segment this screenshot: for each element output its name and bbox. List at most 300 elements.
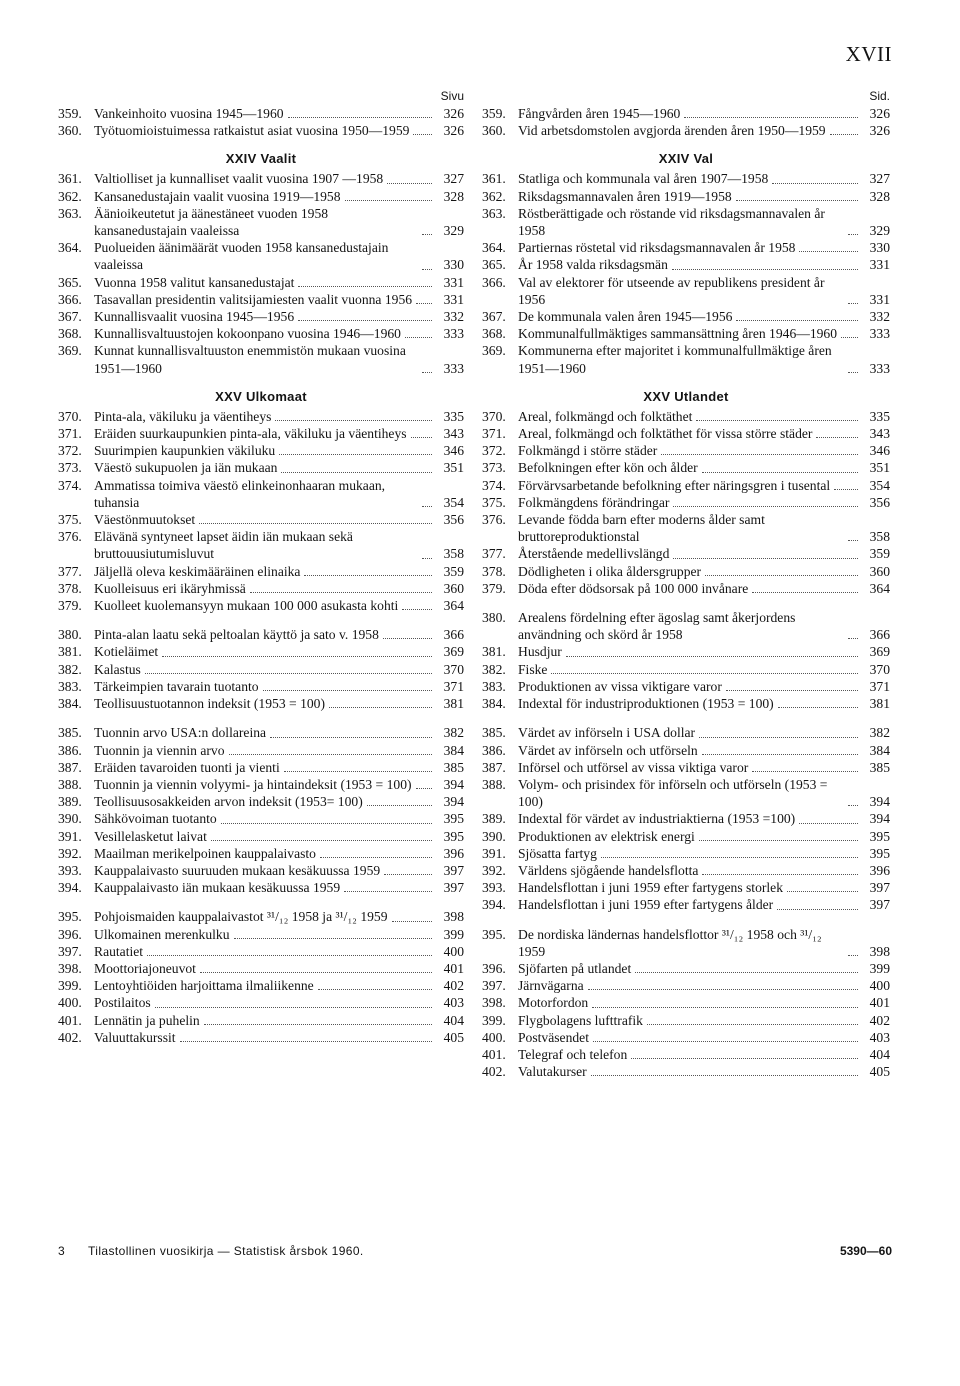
toc-entry[interactable] [482,511,890,545]
toc-entry[interactable] [58,408,464,425]
toc-entry[interactable] [58,695,464,712]
toc-entry[interactable] [482,896,890,913]
entry-title-wrap [94,908,436,925]
toc-entry[interactable] [482,960,890,977]
entry-number: 394. [58,880,82,896]
entry-title: Telegraf och telefon [518,1046,628,1062]
toc-entry[interactable] [482,105,890,122]
dot-leader [402,609,432,610]
toc-entry[interactable] [58,810,464,827]
toc-entry[interactable] [482,828,890,845]
dot-leader [284,771,432,772]
entry-title-wrap [518,494,862,511]
entry-page: 326 [869,123,890,139]
entry-title-wrap [518,810,862,827]
entry-title: Handelsflottan i juni 1959 efter fartygens ålder [518,897,774,913]
entry-title: Indextal för industriproduktionen (1953 = 100) [518,696,774,712]
toc-entry[interactable] [482,845,890,862]
entry-title: Suurimpien kaupunkien väkiluku [94,443,276,459]
toc-entry[interactable] [58,793,464,810]
dot-leader [848,540,858,541]
entry-title: Vuonna 1958 valitut kansanedustajat [94,274,295,290]
toc-entry[interactable] [482,239,890,256]
entry-page: 356 [443,512,464,528]
entry-title-wrap [94,511,436,528]
entry-page: 327 [443,171,464,187]
entry-page: 335 [443,408,464,424]
entry-title: Folkmängdens förändringar [518,494,670,510]
toc-entry[interactable] [482,1046,890,1063]
entry-page: 370 [443,661,464,677]
entry-page: 359 [443,563,464,579]
entry-number: 383. [58,678,82,694]
toc-entry[interactable] [58,597,464,614]
entry-title: Pohjoismaiden kauppalaivastot ³¹/₁₂ 1958 ja ³¹/₁₂ 1959 [94,909,388,925]
entry-page: 366 [869,627,890,643]
entry-title: Ammatissa toimiva väestö elinkeinonhaaran mukaan, tuhansia [94,477,386,510]
entry-page: 398 [443,909,464,925]
entry-title-wrap [518,759,862,776]
entry-page: 395 [443,811,464,827]
entry-page: 400 [443,943,464,959]
dot-leader [229,754,432,755]
toc-entry[interactable] [482,1012,890,1029]
entry-title-wrap [518,511,862,545]
entry-title-wrap [518,239,862,256]
toc-entry[interactable] [58,845,464,862]
toc-entry[interactable] [482,1063,890,1080]
toc-entry[interactable] [482,1029,890,1046]
entry-title: De kommunala valen åren 1945—1956 [518,309,733,325]
toc-entry[interactable] [482,776,890,810]
dot-leader [422,372,432,373]
entry-number: 365. [58,274,82,290]
toc-entry[interactable] [482,274,890,308]
toc-entry[interactable] [482,879,890,896]
entry-title: Postväsendet [518,1029,589,1045]
entry-title-wrap [94,810,436,827]
toc-entry[interactable] [58,291,464,308]
entry-title: Riksdagsmannavalen åren 1919—1958 [518,188,732,204]
entry-title: Valutakurser [518,1064,587,1080]
entry-title-wrap [94,342,436,376]
toc-entry[interactable] [482,926,890,960]
toc-section [58,149,464,376]
toc-entry[interactable] [58,105,464,122]
entry-page: 370 [869,661,890,677]
toc-entry[interactable] [482,580,890,597]
toc-entry[interactable] [482,122,890,139]
entry-page: 402 [869,1012,890,1028]
toc-entry[interactable] [482,494,890,511]
entry-title: Kotieläimet [94,644,159,660]
entry-number: 384. [58,696,82,712]
dot-leader [318,989,432,990]
toc-entry[interactable] [58,643,464,660]
toc-entry[interactable] [58,742,464,759]
entry-title: Teollisuusosakkeiden arvon indeksit (1953= 100) [94,794,363,810]
dot-leader [601,857,858,858]
entry-title: De nordiska ländernas handelsflottor ³¹/₁₂ 1958 och ³¹/₁₂ 1959 [518,926,822,959]
entry-number: 391. [58,828,82,844]
toc-entry[interactable] [58,626,464,643]
entry-title-wrap [518,862,862,879]
toc-entry[interactable] [482,442,890,459]
toc-entry[interactable] [58,274,464,291]
dot-leader [631,1058,858,1059]
toc-entry[interactable] [58,977,464,994]
entry-page: 382 [869,725,890,741]
entry-title-wrap [518,580,862,597]
entry-page: 397 [869,897,890,913]
dot-leader [320,857,432,858]
entry-title: Kalastus [94,661,141,677]
entry-page: 401 [869,995,890,1011]
entry-number: 366. [58,291,82,307]
entry-page: 396 [869,862,890,878]
entry-title-wrap [518,994,862,1011]
toc-entry[interactable] [58,239,464,273]
entry-number: 390. [482,828,506,844]
toc-entry[interactable] [58,325,464,342]
toc-entry[interactable] [58,943,464,960]
entry-page: 332 [869,309,890,325]
entry-page: 369 [443,644,464,660]
entry-number: 398. [58,960,82,976]
toc-entry[interactable] [58,994,464,1011]
entry-title: Befolkningen efter kön och ålder [518,460,698,476]
dot-leader [344,891,432,892]
toc-entry[interactable] [482,977,890,994]
toc-entry[interactable] [482,408,890,425]
dot-leader [635,972,858,973]
toc-entry[interactable] [58,1029,464,1046]
toc-entry[interactable] [58,205,464,239]
entry-title-wrap [518,256,862,273]
entry-title: Återstående medellivslängd [518,546,670,562]
toc-entry[interactable] [482,425,890,442]
toc-entry[interactable] [58,188,464,205]
entry-page: 394 [443,776,464,792]
entry-title: Döda efter dödsorsak på 100 000 invånare [518,580,749,596]
dot-leader [778,707,858,708]
entry-title-wrap [518,563,862,580]
toc-section [482,105,890,139]
entry-title-wrap [518,828,862,845]
entry-title: Statliga och kommunala val åren 1907—1958 [518,171,769,187]
toc-entry[interactable] [58,170,464,187]
toc-entry[interactable] [58,580,464,597]
entry-title: Lentoyhtiöiden harjoittama ilmaliikenne [94,978,314,994]
entry-page: 327 [869,171,890,187]
dot-leader [416,303,432,304]
entry-number: 378. [482,563,506,579]
toc-entry[interactable] [482,256,890,273]
dot-leader [329,707,432,708]
entry-number: 369. [58,343,82,359]
entry-title: Teollisuustuotannon indeksit (1953 = 100) [94,696,325,712]
entry-number: 387. [58,759,82,775]
dot-leader [588,989,858,990]
entry-page: 333 [443,326,464,342]
dot-leader [848,234,858,235]
entry-number: 388. [58,776,82,792]
dot-leader [413,134,432,135]
entry-number: 393. [58,862,82,878]
entry-title-wrap [94,105,436,122]
dot-leader [848,372,858,373]
entry-title-wrap [94,425,436,442]
toc-entry[interactable] [482,661,890,678]
toc-entry[interactable] [58,425,464,442]
entry-page: 381 [869,696,890,712]
entry-page: 354 [443,494,464,510]
entry-title-wrap [518,742,862,759]
entry-title-wrap [94,742,436,759]
dot-leader [593,1041,858,1042]
toc-entry[interactable] [482,862,890,879]
entry-title: Tuonnin ja viennin volyymi- ja hintaindeksit (1953 = 100) [94,776,412,792]
entry-title: Kuolleisuus eri ikäryhmissä [94,580,246,596]
entry-number: 375. [482,494,506,510]
section-title: XXIV Val [658,151,714,167]
entry-number: 396. [58,926,82,942]
toc-entry[interactable] [58,960,464,977]
entry-number: 388. [482,776,506,792]
entry-page: 399 [869,960,890,976]
entry-title-wrap [518,695,862,712]
entry-page: 343 [869,426,890,442]
entry-page: 404 [443,1012,464,1028]
dot-leader [392,921,432,922]
entry-title: Tuonnin arvo USA:n dollareina [94,725,267,741]
toc-entry[interactable] [58,122,464,139]
entry-page: 371 [869,678,890,694]
toc-entry[interactable] [482,724,890,741]
entry-title-wrap [94,862,436,879]
entry-title-wrap [94,580,436,597]
toc-column-finnish [58,88,464,1046]
toc-column-swedish [482,88,890,1080]
entry-title-wrap [518,122,862,139]
entry-title-wrap [518,1012,862,1029]
toc-entry[interactable] [482,810,890,827]
toc-entry[interactable] [58,563,464,580]
toc-section [482,387,890,1081]
entry-title-wrap [518,1029,862,1046]
entry-number: 394. [482,897,506,913]
entry-title: Handelsflottan i juni 1959 efter fartygens storlek [518,880,784,896]
entry-title-wrap [94,122,436,139]
dot-leader [726,690,858,691]
dot-leader [752,592,858,593]
entry-number: 360. [58,123,82,139]
toc-entry[interactable] [58,678,464,695]
toc-entry[interactable] [482,205,890,239]
entry-page: 394 [443,794,464,810]
entry-title: Kommunerna efter majoritet i kommunalfullmäktige åren 1951—1960 [518,343,832,376]
toc-entry[interactable] [482,188,890,205]
entry-number: 375. [58,512,82,528]
entry-title-wrap [94,828,436,845]
entry-title: Elävänä syntyneet lapset äidin iän mukaan sekä bruttouusiutumisluvut [94,529,353,562]
toc-entry[interactable] [482,325,890,342]
toc-entry[interactable] [482,609,890,643]
entry-number: 377. [58,563,82,579]
dot-leader [147,955,432,956]
toc-entry[interactable] [58,477,464,511]
toc-entry[interactable] [482,643,890,660]
dot-leader [155,1007,432,1008]
entry-page: 333 [869,326,890,342]
entry-number: 392. [482,862,506,878]
entry-number: 391. [482,845,506,861]
entry-title: Järnvägarna [518,978,584,994]
toc-entry[interactable] [58,776,464,793]
entry-title: Kauppalaivasto suuruuden mukaan kesäkuussa 1959 [94,862,381,878]
entry-number: 397. [58,943,82,959]
entry-title: Värdet av införseln och utförseln [518,742,698,758]
entry-title-wrap [94,643,436,660]
entry-page: 385 [869,759,890,775]
entry-number: 402. [58,1029,82,1045]
toc-entry[interactable] [58,828,464,845]
entry-title: Vankeinhoito vuosina 1945—1960 [94,106,284,121]
toc-entry[interactable] [482,678,890,695]
entry-title: Motorfordon [518,995,589,1011]
entry-number: 370. [58,408,82,424]
toc-entry[interactable] [482,563,890,580]
entry-page: 359 [869,546,890,562]
entry-title: Kunnat kunnallisvaltuuston enemmistön mukaan vuosina 1951—1960 [94,343,406,376]
dot-leader [234,938,432,939]
entry-number: 359. [482,106,506,121]
dot-leader [834,489,858,490]
entry-title-wrap [518,342,862,376]
entry-title-wrap [518,977,862,994]
entry-title-wrap [518,879,862,896]
entry-title: Tuonnin ja viennin arvo [94,742,225,758]
entry-number: 380. [58,627,82,643]
dot-leader [270,737,432,738]
toc-entry[interactable] [58,342,464,376]
dot-leader [672,269,858,270]
entry-number: 368. [482,326,506,342]
entry-title: Införsel och utförsel av vissa viktiga varor [518,759,749,775]
entry-number: 360. [482,123,506,139]
entry-title-wrap [94,477,436,511]
page-footer [58,1244,892,1262]
entry-page: 395 [869,845,890,861]
toc-entry[interactable] [482,759,890,776]
toc-entry[interactable] [482,545,890,562]
entry-title-wrap [94,661,436,678]
toc-entry[interactable] [58,926,464,943]
entry-page: 384 [869,742,890,758]
entry-title-wrap [94,724,436,741]
toc-entry[interactable] [482,695,890,712]
dot-leader [841,337,858,338]
entry-title: Kunnallisvaalit vuosina 1945—1956 [94,309,295,325]
entry-title-wrap [94,597,436,614]
entry-number: 373. [58,460,82,476]
toc-entry[interactable] [58,528,464,562]
dot-leader [830,134,858,135]
entry-number: 381. [58,644,82,660]
toc-entry[interactable] [58,879,464,896]
dot-leader [250,592,432,593]
dot-leader [661,454,858,455]
toc-entry[interactable] [58,661,464,678]
dot-leader [772,183,858,184]
toc-entry[interactable] [58,308,464,325]
entry-number: 385. [482,725,506,741]
entry-title: Levande födda barn efter moderns ålder samt bruttoreproduktionstal [518,512,765,545]
entry-title-wrap [94,459,436,476]
entry-title-wrap [518,609,862,643]
dot-leader [699,737,858,738]
toc-entry[interactable] [58,511,464,528]
toc-entry[interactable] [58,1012,464,1029]
entry-title-wrap [518,1046,862,1063]
toc-entry[interactable] [482,477,890,494]
entry-page: 402 [443,978,464,994]
entry-title: Jäljellä oleva keskimääräinen elinaika [94,563,301,579]
entry-number: 372. [482,443,506,459]
toc-entry[interactable] [482,459,890,476]
entry-title: Tärkeimpien tavarain tuotanto [94,678,259,694]
toc-entry[interactable] [58,759,464,776]
entry-title-wrap [94,408,436,425]
entry-number: 376. [482,512,506,528]
entry-title: Väestö sukupuolen ja iän mukaan [94,460,278,476]
toc-entry[interactable] [58,908,464,925]
toc-entry[interactable] [482,308,890,325]
entry-number: 366. [482,274,506,290]
toc-entry[interactable] [482,742,890,759]
entry-title-wrap [518,896,862,913]
entry-title: Työtuomioistuimessa ratkaistut asiat vuosina 1950—1959 [94,123,410,139]
entry-title-wrap [94,170,436,187]
toc-entry[interactable] [482,342,890,376]
entry-title: Partiernas röstetal vid riksdagsmannavalen år 1958 [518,240,796,256]
dot-leader [592,1007,858,1008]
entry-page: 351 [443,460,464,476]
entry-number: 370. [482,408,506,424]
entry-page: 330 [443,257,464,273]
entry-number: 393. [482,880,506,896]
toc-entry[interactable] [482,170,890,187]
entry-number: 367. [58,309,82,325]
entry-title: Eräiden tavaroiden tuonti ja vienti [94,759,280,775]
toc-entry[interactable] [58,724,464,741]
toc-entry[interactable] [58,459,464,476]
entry-page: 364 [443,598,464,614]
toc-entry[interactable] [58,442,464,459]
entry-number: 399. [482,1012,506,1028]
entry-title: Produktionen av elektrisk energi [518,828,695,844]
entry-title: Valtiolliset ja kunnalliset vaalit vuosina 1907 —1958 [94,171,384,187]
entry-title: Vid arbetsdomstolen avgjorda ärenden åren 1950—1959 [518,123,826,139]
entry-page: 360 [869,563,890,579]
toc-entry[interactable] [58,862,464,879]
entry-title: Lennätin ja puhelin [94,1012,200,1028]
dot-leader [702,472,858,473]
entry-page: 384 [443,742,464,758]
dot-leader [180,1041,432,1042]
entry-page: 395 [869,828,890,844]
toc-entry[interactable] [482,994,890,1011]
